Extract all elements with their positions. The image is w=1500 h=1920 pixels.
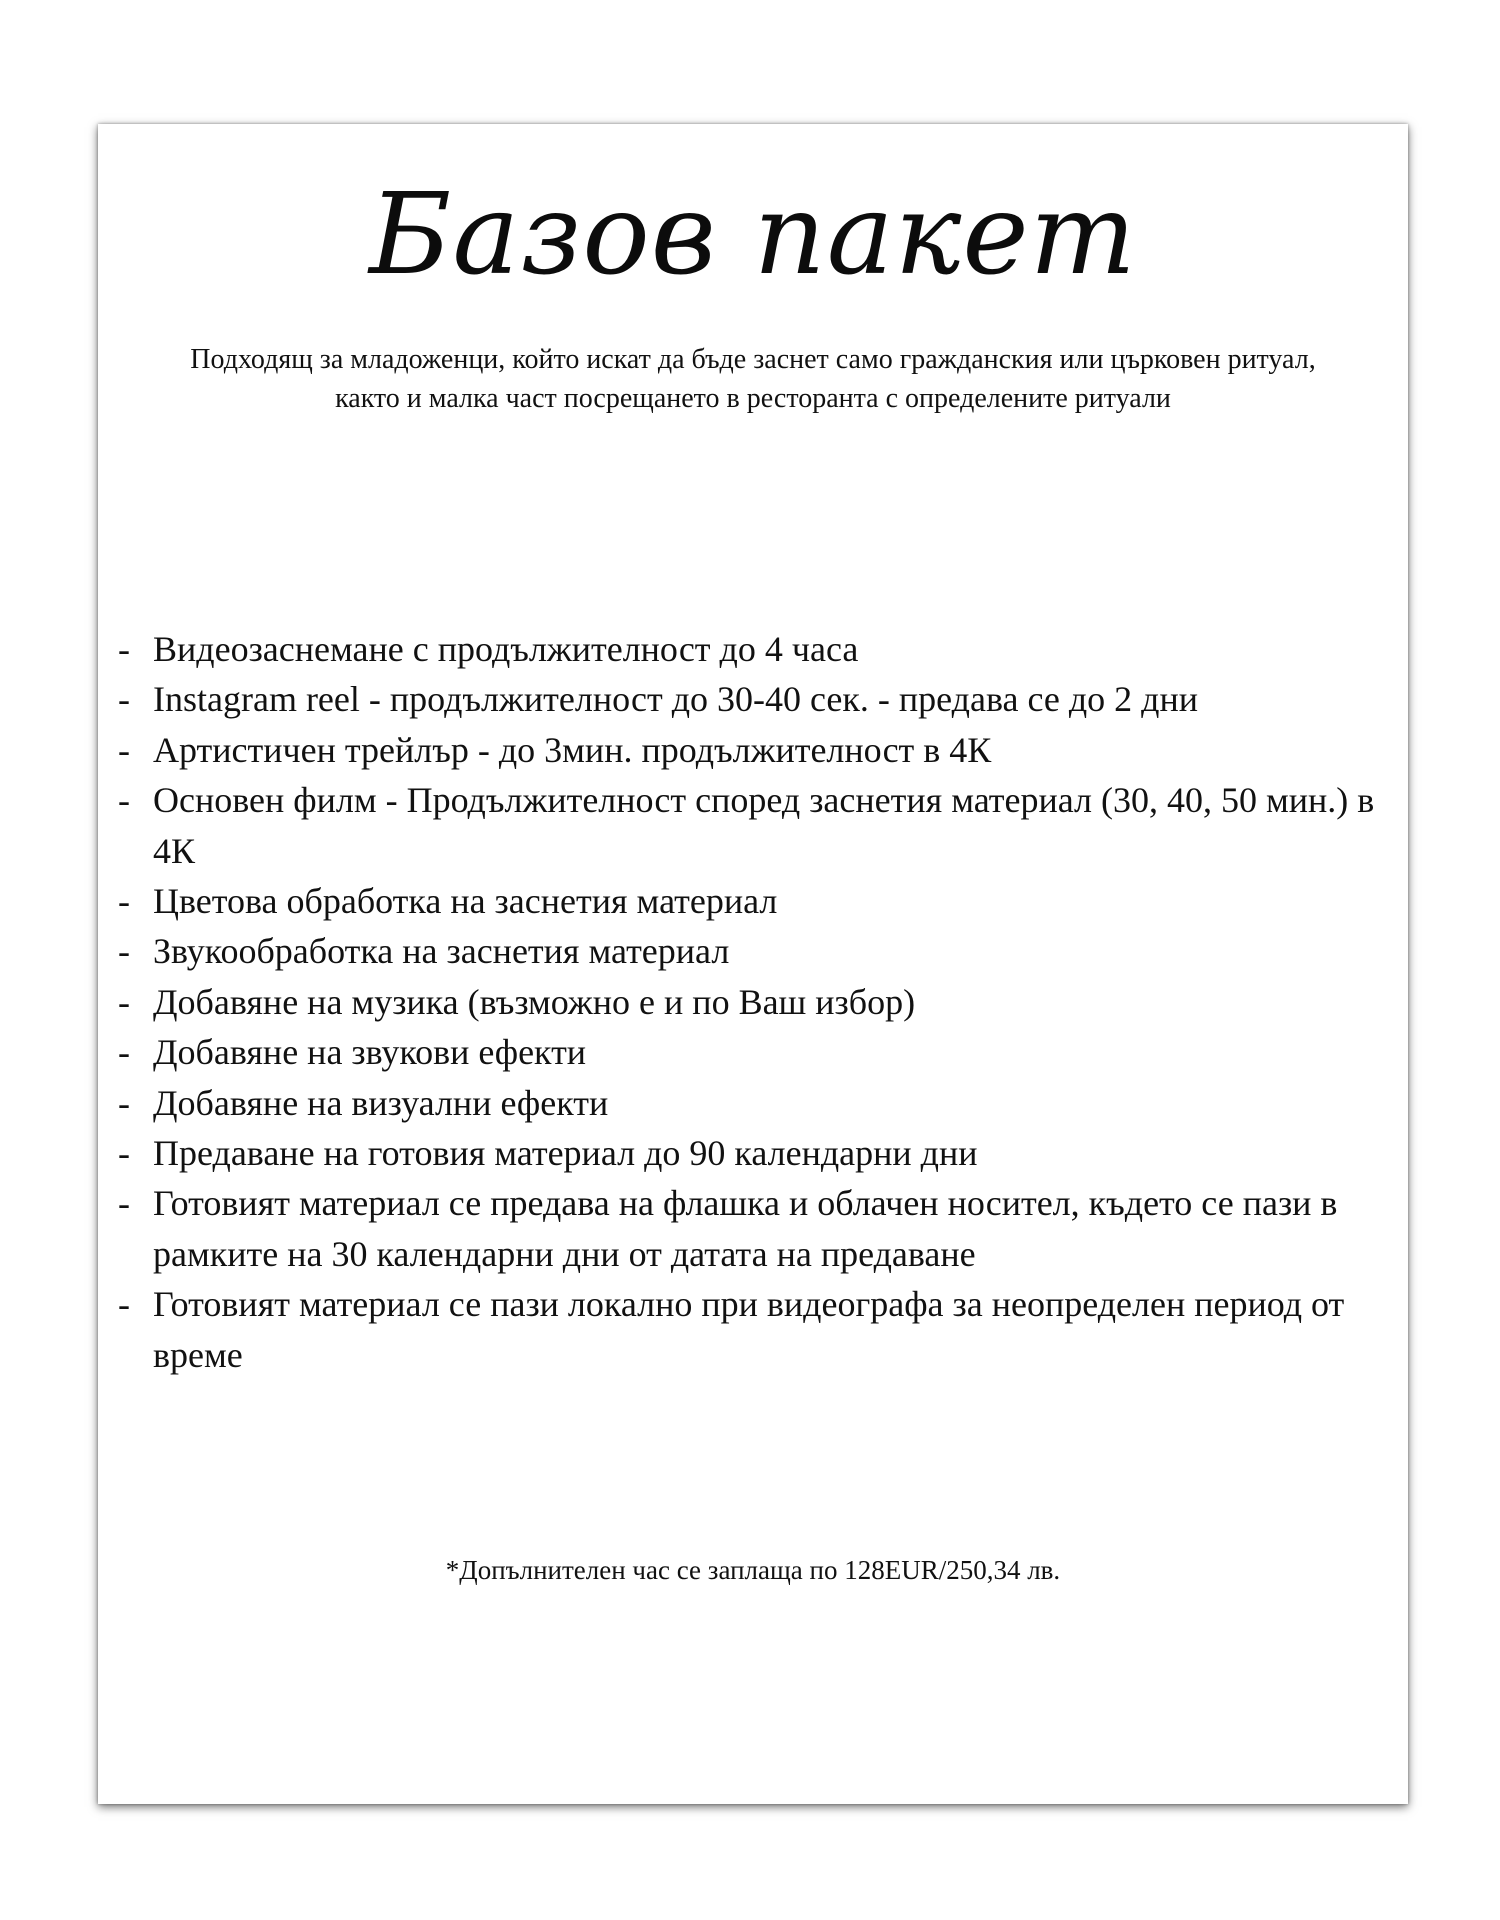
list-dash: - xyxy=(118,981,130,1022)
list-dash: - xyxy=(118,881,130,922)
list-dash: - xyxy=(118,1133,130,1174)
list-dash: - xyxy=(118,629,130,669)
feature-item xyxy=(118,1128,1388,1178)
list-dash: - xyxy=(118,679,130,720)
feature-text: Артистичен трейлър - до 3мин. продължителност в 4К xyxy=(153,729,992,770)
feature-item xyxy=(118,624,1388,674)
feature-text: Готовият материал се предава на флашка и облачен носител, където се пази в рамките на 30 календарни дни от датата на предаване xyxy=(153,1183,1338,1274)
package-title: Базов пакет xyxy=(369,170,1137,300)
feature-item xyxy=(118,1078,1388,1128)
feature-list xyxy=(118,624,1388,1380)
feature-text: Основен филм - Продължителност според заснетия материал (30, 40, 50 мин.) в 4К xyxy=(153,780,1375,871)
list-dash: - xyxy=(118,780,130,821)
feature-item xyxy=(118,1178,1388,1279)
feature-text: Звукообработка на заснетия материал xyxy=(153,931,730,972)
list-dash: - xyxy=(118,729,130,770)
feature-text: Готовият материал се пази локално при видеографа за неопределен период от време xyxy=(153,1284,1345,1375)
feature-text: Добавяне на музика (възможно е и по Ваш избор) xyxy=(153,981,916,1022)
feature-item xyxy=(118,977,1388,1027)
feature-item xyxy=(118,876,1388,926)
feature-text: Добавяне на звукови ефекти xyxy=(153,1032,587,1073)
list-dash: - xyxy=(118,1284,130,1325)
feature-item xyxy=(118,725,1388,775)
feature-item xyxy=(118,1027,1388,1077)
list-dash: - xyxy=(118,1082,130,1123)
list-dash: - xyxy=(118,1183,130,1224)
package-card xyxy=(98,124,1408,1804)
feature-item xyxy=(118,775,1388,876)
package-description: Подходящ за младоженци, който искат да бъде заснет само гражданския или църковен ритуал, както и малка част посрещането в ресторанта с определените ритуали xyxy=(190,344,1316,414)
list-dash: - xyxy=(118,931,130,972)
feature-text: Цветова обработка на заснетия материал xyxy=(153,881,778,922)
feature-text: Предаване на готовия материал до 90 календарни дни xyxy=(153,1133,978,1174)
list-dash: - xyxy=(118,1032,130,1073)
feature-item xyxy=(118,926,1388,976)
feature-text: Видеозаснемане с продължителност до 4 часа xyxy=(153,629,859,669)
feature-item xyxy=(118,1279,1388,1380)
extra-hour-note: *Допълнителен час се заплаща по 128EUR/250,34 лв. xyxy=(445,1555,1061,1585)
feature-text: Добавяне на визуални ефекти xyxy=(153,1082,609,1123)
feature-item xyxy=(118,674,1388,724)
feature-text: Instagram reel - продължителност до 30-40 сек. - предава се до 2 дни xyxy=(153,679,1199,720)
